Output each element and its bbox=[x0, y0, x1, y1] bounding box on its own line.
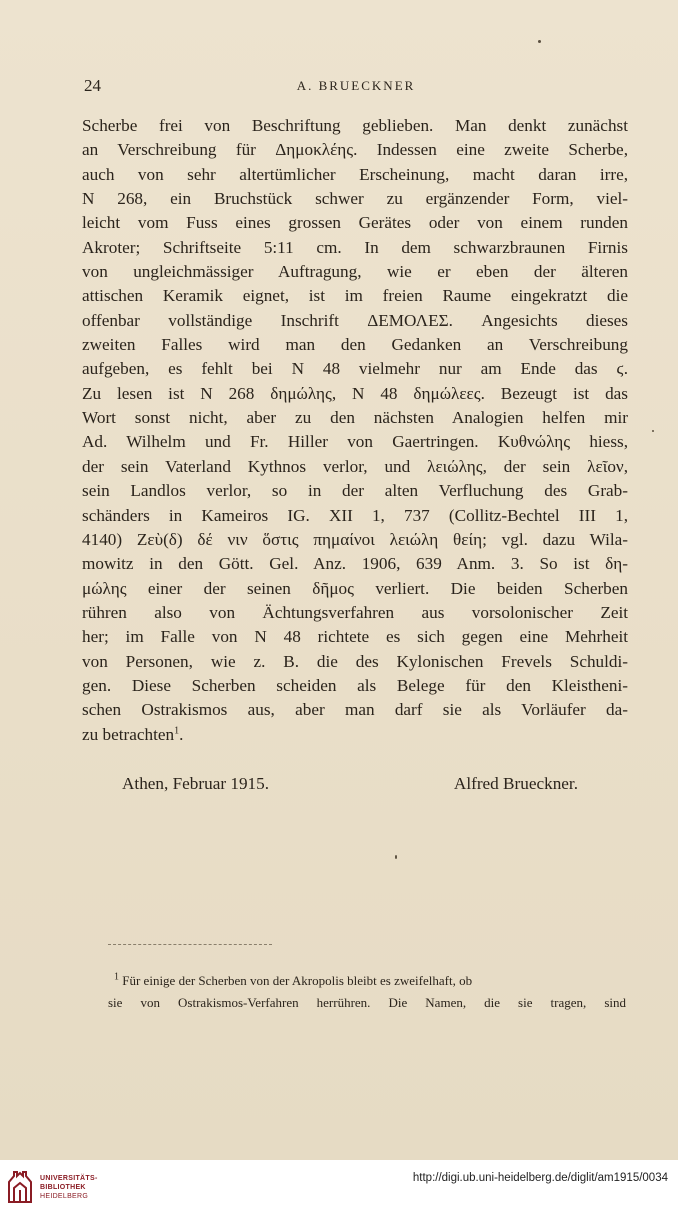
body-line: mowitz in den Gött. Gel. Anz. 1906, 639 Anm. 3. So ist δη- bbox=[82, 554, 628, 574]
library-logo-text bbox=[40, 1174, 98, 1201]
body-line: zweiten Falles wird man den Gedanken an Verschreibung bbox=[82, 335, 628, 355]
ink-speck bbox=[652, 430, 654, 432]
body-line: Zu lesen ist N 268 δημώλης, N 48 δημώλεες. Bezeugt ist das bbox=[82, 383, 628, 403]
page-number: 24 bbox=[84, 76, 101, 95]
signoff bbox=[122, 774, 578, 800]
ink-speck bbox=[538, 40, 541, 43]
body-line: von Personen, wie z. B. die des Kylonischen Frevels Schuldi- bbox=[82, 651, 628, 671]
body-line: schänders in Kameiros IG. XII 1, 737 (Collitz-Bechtel III 1, bbox=[82, 505, 628, 525]
body-line: der sein Vaterland Kythnos verlor, und λειώλης, der sein λεῖον, bbox=[82, 456, 628, 476]
body-line: schen Ostrakismos aus, aber man darf sie als Vorläufer da- bbox=[82, 700, 628, 720]
body-line: her; im Falle von N 48 richtete es sich gegen eine Mehrheit bbox=[82, 627, 628, 647]
body-line-last: zu betrachten$^1$. bbox=[82, 724, 184, 744]
body-line: N 268, ein Bruchstück schwer zu ergänzender Form, viel- bbox=[82, 189, 628, 209]
body-line: Wort sonst nicht, aber zu den nächsten Analogien helfen mir bbox=[82, 408, 628, 428]
place-date: Athen, Februar 1915. bbox=[122, 774, 270, 793]
footnote-reference[interactable]: 1 bbox=[174, 724, 180, 736]
body-line: μώλης einer der seinen δῆμος verliert. Die beiden Scherben bbox=[82, 578, 628, 598]
body-line: leicht vom Fuss eines grossen Gerätes oder von einem runden bbox=[82, 213, 628, 233]
logo-line: HEIDELBERG bbox=[40, 1193, 89, 1200]
author-signature: Alfred Brueckner. bbox=[453, 774, 578, 793]
body-line: Ad. Wilhelm und Fr. Hiller von Gaertringen. Κυθνώλης hiess, bbox=[82, 432, 628, 452]
body-text bbox=[82, 114, 628, 747]
page-header bbox=[84, 76, 628, 100]
footnote-line: sie von Ostrakismos-Verfahren herrühren. Die Namen, die sie tragen, sind bbox=[108, 995, 626, 1010]
body-line: rühren also von Ächtungsverfahren aus vorsolonischer Zeit bbox=[82, 602, 628, 622]
body-line: sein Landlos verlor, so in der alten Verfluchung des Grab- bbox=[82, 481, 628, 501]
logo-line: UNIVERSITÄTS- bbox=[40, 1175, 98, 1182]
body-line: auch von sehr altertümlicher Erscheinung, macht daran irre, bbox=[82, 164, 628, 184]
footnote bbox=[108, 970, 626, 1014]
body-line: attischen Keramik eignet, ist im freien Raume eingekratzt die bbox=[82, 286, 628, 306]
running-head: A. BRUECKNER bbox=[296, 78, 416, 93]
body-line: 4140) Ζεὺ(δ) δέ νιν ὅστις πημαίνοι λειώλη θείη; vgl. dazu Wila- bbox=[82, 529, 628, 549]
footnote-line-text: Für einige der Scherben von der Akropolis bleibt es zweifelhaft, ob bbox=[122, 973, 473, 988]
body-line: aufgeben, es fehlt bei N 48 vielmehr nur am Ende das ϛ. bbox=[82, 359, 628, 379]
library-logo[interactable] bbox=[6, 1170, 106, 1206]
body-line: von ungleichmässiger Auftragung, wie er eben der älteren bbox=[82, 262, 628, 282]
body-line-last-text: zu betrachten bbox=[82, 724, 175, 744]
body-line: an Verschreibung für Δημοκλέης. Indessen eine zweite Scherbe, bbox=[82, 140, 628, 160]
footer-bar bbox=[0, 1160, 678, 1213]
footnote-marker: 1 bbox=[114, 971, 119, 983]
ink-speck bbox=[395, 855, 397, 859]
footnote-separator bbox=[108, 944, 272, 945]
body-line: Akroter; Schriftseite 5:11 cm. In dem schwarzbraunen Firnis bbox=[82, 237, 628, 257]
footnote-line bbox=[108, 970, 626, 992]
heidelberg-seal-icon bbox=[6, 1170, 34, 1204]
body-line: Scherbe frei von Beschriftung geblieben. Man denkt zunächst bbox=[82, 116, 628, 135]
logo-line: BIBLIOTHEK bbox=[40, 1184, 86, 1191]
body-line: gen. Diese Scherben scheiden als Belege für den Kleistheni- bbox=[82, 675, 628, 695]
body-line: offenbar vollständige Inschrift ΔΕΜΟΛΕΣ. Angesichts dieses bbox=[82, 310, 628, 330]
source-url-link[interactable]: http://digi.ub.uni-heidelberg.de/diglit/am1915/0034 bbox=[412, 1172, 668, 1184]
